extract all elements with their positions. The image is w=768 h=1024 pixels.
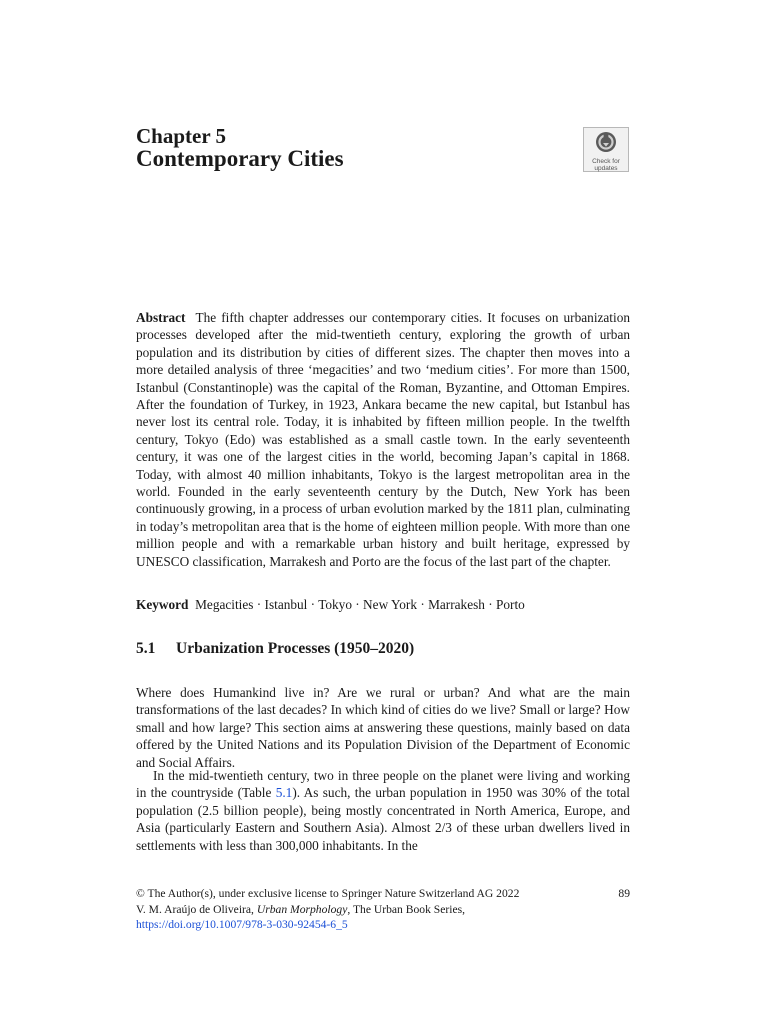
- citation-series: , The Urban Book Series,: [347, 902, 465, 916]
- section-title: Urbanization Processes (1950–2020): [176, 640, 415, 657]
- body-paragraph-2-end: ). As such, the urban population in 1950 was 30% of the total population (2.5 billion people), being mostly concentrated in North America, Europe, and Asia (particularly Eastern and Southern Asia). Almost 2/3 of these urban dwellers lived in settlements with less than 300,000 inhabitants. In the: [136, 785, 630, 853]
- citation-book-title: Urban Morphology: [256, 902, 348, 916]
- body-paragraph-2: [136, 767, 630, 854]
- check-for-updates-icon: [595, 131, 617, 153]
- chapter-label: Chapter 5: [136, 124, 227, 148]
- page-number: 89: [618, 887, 630, 900]
- table-reference-link[interactable]: 5.1: [275, 785, 293, 801]
- keywords: [136, 596, 630, 613]
- body-paragraph-1: Where does Humankind live in? Are we rural or urban? And what are the main transformations of the last decades? In which kind of cities do we live? Small or large? How small and how large? This section aims at answering these questions, mainly based on data offered by the United Nations and its Population Division of the Department of Economic and Social Affairs.: [136, 685, 630, 770]
- check-for-updates-line1: Check for: [592, 158, 620, 165]
- abstract-text: The fifth chapter addresses our contemporary cities. It focuses on urbanization processes developed after the mid-twentieth century, exploring the growth of urban population and its distribution by cities of different sizes. The chapter then moves into a more detailed analysis of three ‘megacities’ and two ‘medium cities’. For more than 1500, Istanbul (Constantinople) was the capital of the Roman, Byzantine, and Ottoman Empires. After the foundation of Turkey, in 1923, Ankara became the new capital, but Istanbul has never lost its central role. Today, it is inhabited by fifteen million people. In the twelfth century, Tokyo (Edo) was established as a small castle town. In the early seventeenth century, it was one of the largest cities in the world, becoming Japan’s capital in 1868. Today, with almost 40 million inhabitants, Tokyo is the largest metropolitan area in the world. Founded in the early seventeenth century by the Dutch, New York has been continuously growing, in a process of urban evolution marked by the 1811 plan, culminating in today’s metropolitan area that is the home of eighteen million people. With more than one million people and with a remarkable urban history and built heritage, expressed by UNESCO classification, Marrakesh and Porto are the focus of the last part of the chapter.: [136, 310, 630, 569]
- body-paragraph-2-start: In the mid-twentieth century, two in three people on the planet were living and working in the countryside (Table: [136, 768, 630, 801]
- citation-author: V. M. Araújo de Oliveira,: [136, 902, 257, 916]
- abstract: [136, 309, 630, 570]
- citation: [136, 902, 630, 918]
- doi-link[interactable]: https://doi.org/10.1007/978-3-030-92454-6_5: [136, 918, 348, 931]
- copyright-notice: © The Author(s), under exclusive license to Springer Nature Switzerland AG 2022: [136, 887, 520, 900]
- abstract-label: Abstract: [136, 310, 186, 325]
- chapter-title: Contemporary Cities: [136, 146, 344, 171]
- keyword-list: Megacities · Istanbul · Tokyo · New York · Marrakesh · Porto: [195, 597, 525, 612]
- check-for-updates-line2: updates: [594, 165, 618, 172]
- footer: [136, 886, 630, 933]
- section-heading: [136, 640, 414, 658]
- section-number: 5.1: [136, 640, 156, 657]
- keyword-label: Keyword: [136, 597, 189, 612]
- check-for-updates-badge[interactable]: [583, 127, 629, 172]
